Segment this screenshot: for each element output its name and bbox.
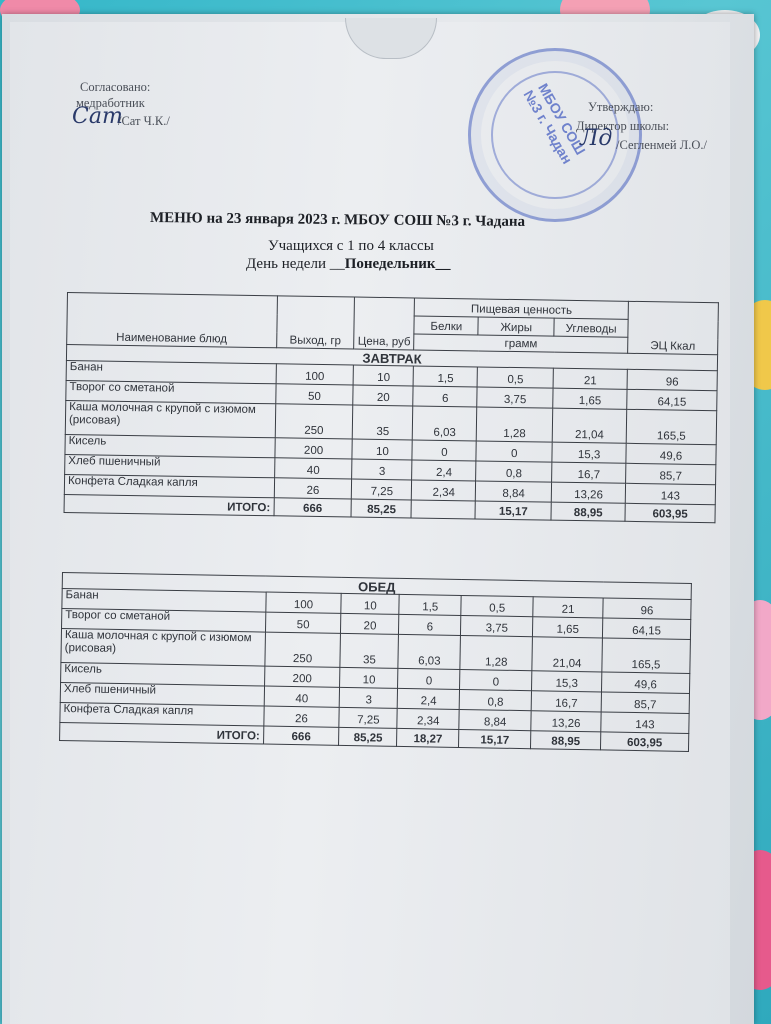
- cell-kcal: 49,6: [626, 443, 716, 464]
- page-title: МЕНЮ на 23 января 2023 г. МБОУ СОШ №3 г. Чадана: [149, 210, 526, 230]
- approved-left-line1: Согласовано:: [80, 80, 151, 94]
- cell-price: 10: [340, 667, 398, 688]
- cell-fat: 3,75: [461, 615, 533, 636]
- cell-output: 200: [275, 438, 353, 459]
- cell-carbs: 15,3: [552, 442, 626, 463]
- cell-fat: 8,84: [459, 709, 531, 730]
- header-price: Цена, руб: [354, 297, 415, 350]
- header-output: Выход, гр: [276, 296, 355, 349]
- cell-output: 100: [265, 592, 341, 613]
- cell-kcal: 143: [625, 483, 715, 504]
- cell-name: Кисель: [61, 662, 265, 686]
- header-nutrition: Пищевая ценность: [415, 298, 629, 319]
- cell-kcal: 143: [601, 712, 689, 734]
- cell-fat: 3,75: [477, 387, 553, 408]
- cell-kcal: 96: [627, 369, 717, 390]
- cell-price: 7,25: [339, 707, 397, 728]
- approved-right-line2: Директор школы:: [576, 119, 670, 133]
- cell-fat: 0,5: [461, 595, 533, 616]
- cell-output: 200: [264, 666, 340, 687]
- total-carbs: 88,95: [551, 502, 625, 521]
- cell-carbs: 16,7: [531, 691, 601, 712]
- cell-name: Хлеб пшеничный: [60, 682, 264, 706]
- approved-right-line3: /Сегленмей Л.О./: [616, 138, 707, 152]
- total-kcal: 603,95: [625, 503, 715, 522]
- school-stamp: [468, 48, 642, 222]
- cell-carbs: 21,04: [552, 408, 626, 443]
- cell-name: Каша молочная с крупой с изюмом (рисовая): [65, 400, 275, 437]
- cell-kcal: 165,5: [602, 638, 691, 674]
- cell-kcal: 96: [603, 598, 691, 620]
- cell-fat: 1,28: [477, 407, 553, 442]
- cell-protein: 2,4: [412, 460, 476, 481]
- cell-name: Конфета Сладкая капля: [60, 702, 264, 726]
- cell-carbs: 21: [533, 597, 603, 618]
- header-name: Наименование блюд: [67, 293, 277, 348]
- cell-protein: 6,03: [413, 406, 477, 441]
- cell-price: 10: [354, 365, 414, 386]
- cell-fat: 0: [460, 669, 532, 690]
- cell-price: 7,25: [352, 479, 412, 500]
- stamp-text: МБОУ СОШ №3 г. Чадан: [520, 80, 589, 167]
- header-carbs: Углеводы: [554, 318, 628, 337]
- cell-name: Банан: [62, 589, 266, 613]
- cell-kcal: 64,15: [627, 389, 717, 410]
- approved-left-line3: /Сат Ч.К./: [118, 114, 170, 128]
- cell-carbs: 13,26: [551, 482, 625, 503]
- signature-right: Лд: [580, 126, 613, 151]
- cell-carbs: 13,26: [531, 711, 601, 732]
- cell-kcal: 165,5: [626, 409, 716, 444]
- cell-output: 50: [265, 612, 341, 633]
- cell-fat: 0,8: [476, 461, 552, 482]
- header-fat: Жиры: [478, 317, 554, 336]
- header-unit: грамм: [414, 334, 628, 353]
- cell-fat: 0,5: [477, 367, 553, 388]
- cell-output: 40: [274, 458, 352, 479]
- lunch-table: [59, 572, 692, 752]
- approved-right-line1: Утверждаю:: [588, 100, 654, 114]
- cell-protein: 2,34: [412, 480, 476, 501]
- cell-carbs: 16,7: [552, 462, 626, 483]
- cell-name: Творог со сметаной: [62, 609, 266, 633]
- cell-protein: 2,4: [398, 688, 460, 709]
- total-fat: 15,17: [459, 729, 531, 748]
- cell-price: 10: [341, 593, 399, 614]
- cell-carbs: 21: [553, 368, 627, 389]
- total-price: 85,25: [339, 727, 397, 746]
- cell-fat: 8,84: [476, 481, 552, 502]
- cell-kcal: 85,7: [601, 692, 689, 714]
- cell-fat: 1,28: [460, 635, 532, 670]
- weekday-label: День недели __: [246, 256, 345, 272]
- cell-protein: 6: [413, 386, 477, 407]
- cell-output: 26: [263, 706, 339, 727]
- cell-kcal: 49,6: [602, 672, 690, 694]
- cell-price: 35: [340, 633, 399, 668]
- cell-protein: 0: [398, 668, 460, 689]
- cell-carbs: 15,3: [532, 671, 602, 692]
- total-output: 666: [263, 726, 339, 745]
- cell-kcal: 64,15: [603, 618, 691, 640]
- total-price: 85,25: [351, 499, 411, 518]
- signature-left: Сат: [72, 104, 123, 129]
- cell-name: Каша молочная с крупой с изюмом (рисовая): [61, 629, 265, 667]
- cell-carbs: 1,65: [553, 388, 627, 409]
- cell-name: Хлеб пшеничный: [65, 454, 275, 477]
- cell-name: Конфета Сладкая капля: [64, 474, 274, 497]
- total-fat: 15,17: [475, 501, 551, 520]
- cell-protein: 1,5: [413, 366, 477, 387]
- cell-name: Банан: [66, 360, 276, 383]
- cell-kcal: 85,7: [626, 463, 716, 484]
- cell-protein: 2,34: [397, 708, 459, 729]
- cell-carbs: 1,65: [533, 617, 603, 638]
- total-output: 666: [274, 498, 352, 517]
- cell-output: 40: [264, 686, 340, 707]
- approved-left-line2: медработник: [76, 96, 145, 110]
- cell-protein: 6,03: [398, 634, 461, 669]
- cell-output: 50: [275, 384, 353, 405]
- cell-price: 20: [341, 613, 399, 634]
- cell-price: 10: [352, 439, 412, 460]
- cell-output: 100: [276, 364, 354, 385]
- total-protein: [411, 500, 475, 519]
- total-label: ИТОГО:: [64, 494, 274, 515]
- page-subtitle: Учащихся с 1 по 4 классы: [268, 238, 434, 254]
- cell-carbs: 21,04: [532, 637, 602, 672]
- cell-output: 250: [264, 632, 340, 667]
- header-protein: Белки: [414, 316, 478, 335]
- weekday-value: Понедельник__: [344, 256, 451, 272]
- cell-name: Кисель: [65, 434, 275, 457]
- total-protein: 18,27: [397, 728, 459, 747]
- cell-price: 3: [340, 687, 398, 708]
- cell-price: 20: [353, 385, 413, 406]
- cell-fat: 0,8: [459, 689, 531, 710]
- section-breakfast: ЗАВТРАК: [66, 345, 717, 371]
- cell-price: 35: [353, 405, 413, 440]
- cell-protein: 6: [399, 614, 461, 635]
- cell-fat: 0: [476, 441, 552, 462]
- cell-output: 250: [275, 404, 353, 439]
- cell-price: 3: [352, 459, 412, 480]
- cell-output: 26: [274, 478, 352, 499]
- cell-protein: 1,5: [399, 594, 461, 615]
- total-carbs: 88,95: [531, 731, 601, 750]
- total-kcal: 603,95: [601, 732, 689, 752]
- weekday-line: [246, 256, 451, 273]
- section-lunch: ОБЕД: [62, 573, 691, 600]
- breakfast-table: [64, 292, 719, 523]
- total-label: ИТОГО:: [60, 722, 264, 744]
- cell-protein: 0: [412, 440, 476, 461]
- cell-name: Творог со сметаной: [66, 380, 276, 403]
- header-kcal: ЭЦ Ккал: [628, 301, 719, 354]
